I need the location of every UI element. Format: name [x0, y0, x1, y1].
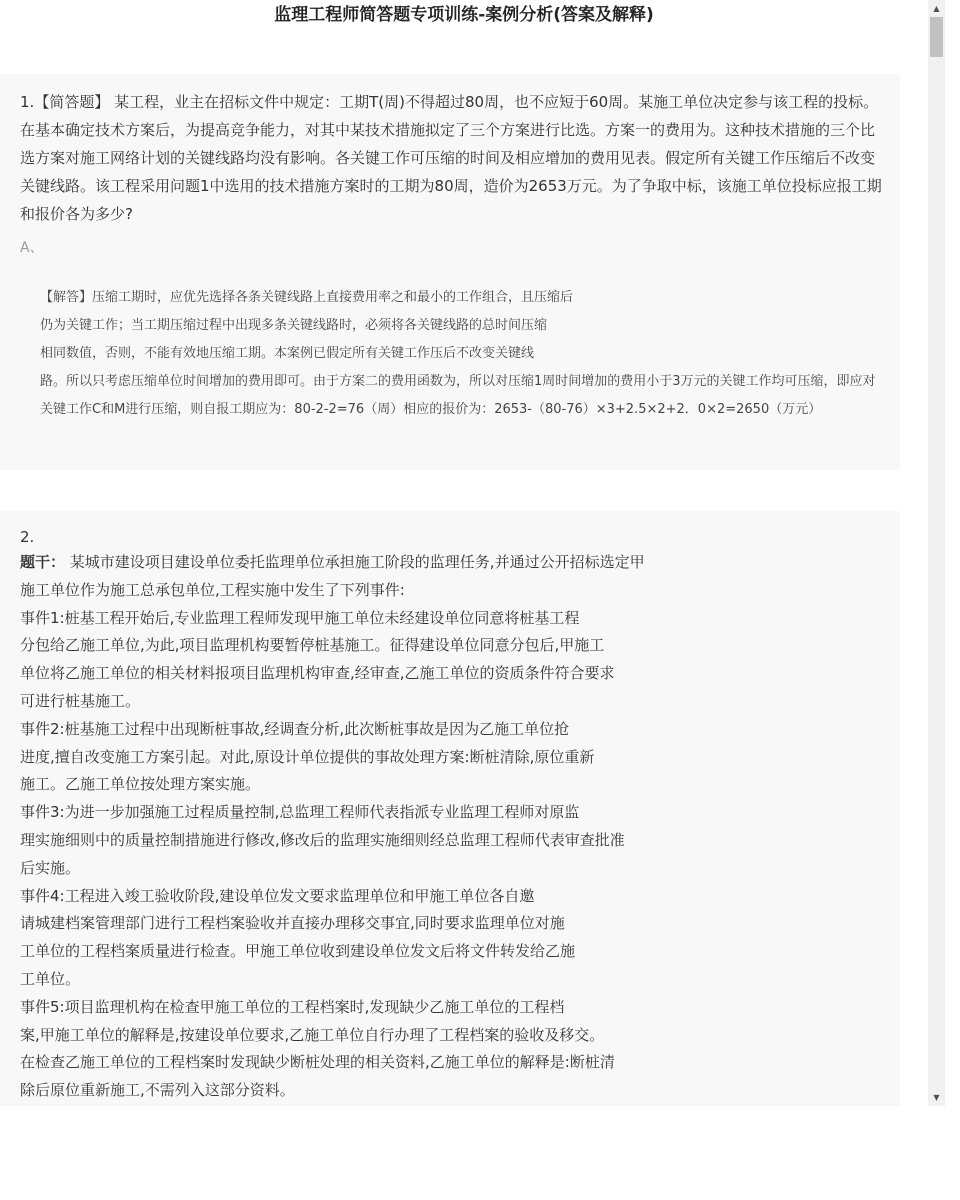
- answer-line: 路。所以只考虑压缩单位时间增加的费用即可。由于方案二的费用函数为，所以对压缩1周时间增加的费用小于3万元的关键工作均可压缩，即应对关键工作C和M进行压缩，则自报工期应为：80-2-2=76（周）相应的报价为：2653-（80-76）×3+2.5×2+2．0×2=2650（万元）: [40, 374, 876, 417]
- stem-line: 案,甲施工单位的解释是,按建设单位要求,乙施工单位自行办理了工程档案的验收及移交。: [20, 1025, 605, 1044]
- option-a[interactable]: A、: [20, 240, 44, 256]
- answer-line: 【解答】压缩工期时，应优先选择各条关键线路上直接费用率之和最小的工作组合，且压缩后: [40, 290, 574, 305]
- question-type-tag: 【简答题】: [34, 93, 110, 111]
- scroll-down-icon[interactable]: ▼: [933, 1093, 940, 1102]
- answer-line: 仍为关键工作；当工期压缩过程中出现多条关键线路时，必须将各关键线路的总时间压缩: [40, 318, 548, 333]
- stem-line: 工单位。: [20, 969, 81, 988]
- page-title: 监理工程师简答题专项训练-案例分析(答案及解释): [274, 5, 654, 25]
- stem-line: 进度,擅自改变施工方案引起。对此,原设计单位提供的事故处理方案:断桩清除,原位重新: [20, 747, 595, 766]
- stem-line: 事件3:为进一步加强施工过程质量控制,总监理工程师代表指派专业监理工程师对原监: [20, 803, 580, 822]
- question-2-stem: [20, 549, 886, 577]
- question-1-body: 某工程，业主在招标文件中规定：工期T(周)不得超过80周，也不应短于60周。某施工单位决定参与该工程的投标。在基本确定技术方案后，为提高竞争能力，对其中某技术措施拟定了三个方案进行比选。方案一的费用为。这种技术措施的三个比选方案对施工网络计划的关键线路均没有影响。各关键工作可压缩的时间及相应增加的费用见表。假定所有关键工作压缩后不改变关键线路。该工程采用问题1中选用的技术措施方案时的工期为80周，造价为2653万元。为了争取中标，该施工单位投标应报工期和报价各为多少?: [20, 93, 882, 223]
- stem-line: 在检查乙施工单位的工程档案时发现缺少断桩处理的相关资料,乙施工单位的解释是:断桩清: [20, 1053, 615, 1072]
- stem-text: 某城市建设项目建设单位委托监理单位承担施工阶段的监理任务,并通过公开招标选定甲: [69, 553, 645, 571]
- stem-line: 除后原位重新施工,不需列入这部分资料。: [20, 1081, 295, 1100]
- question-2-events: [20, 577, 886, 1105]
- stem-line: 理实施细则中的质量控制措施进行修改,修改后的监理实施细则经总监理工程师代表审查批准: [20, 830, 625, 849]
- stem-line: 可进行桩基施工。: [20, 691, 141, 710]
- question-2-number: 2.: [20, 528, 35, 546]
- stem-line: 请城建档案管理部门进行工程档案验收并直接办理移交事宜,同时要求监理单位对施: [20, 914, 565, 933]
- stem-line: 事件2:桩基施工过程中出现断桩事故,经调查分析,此次断桩事故是因为乙施工单位抢: [20, 719, 570, 738]
- answer-line: 相同数值，否则，不能有效地压缩工期。本案例已假定所有关键工作压后不改变关键线: [40, 346, 535, 361]
- stem-line: 事件5:项目监理机构在检查甲施工单位的工程档案时,发现缺少乙施工单位的工程档: [20, 997, 565, 1016]
- stem-line: 事件1:桩基工程开始后,专业监理工程师发现甲施工单位未经建设单位同意将桩基工程: [20, 608, 580, 627]
- question-card-2: [0, 511, 900, 1106]
- stem-line: 工单位的工程档案质量进行检查。甲施工单位收到建设单位发文后将文件转发给乙施: [20, 942, 576, 961]
- stem-line: 施工。乙施工单位按处理方案实施。: [20, 775, 261, 794]
- scroll-thumb[interactable]: [930, 17, 943, 57]
- stem-line: 后实施。: [20, 858, 81, 877]
- answer-explanation: [40, 284, 886, 424]
- stem-line: 分包给乙施工单位,为此,项目监理机构要暂停桩基施工。征得建设单位同意分包后,甲施工: [20, 636, 605, 655]
- question-1-number: 1.: [20, 93, 35, 111]
- stem-line: 事件4:工程进入竣工验收阶段,建设单位发文要求监理单位和甲施工单位各自邀: [20, 886, 535, 905]
- vertical-scrollbar[interactable]: [928, 0, 945, 1106]
- stem-line: 施工单位作为施工总承包单位,工程实施中发生了下列事件:: [20, 580, 405, 599]
- stem-line: 单位将乙施工单位的相关材料报项目监理机构审查,经审查,乙施工单位的资质条件符合要求: [20, 664, 615, 683]
- question-1-text: [20, 88, 886, 228]
- scroll-up-icon[interactable]: ▲: [933, 4, 940, 13]
- stem-label: 题干：: [20, 553, 66, 571]
- question-card-1: [0, 74, 900, 470]
